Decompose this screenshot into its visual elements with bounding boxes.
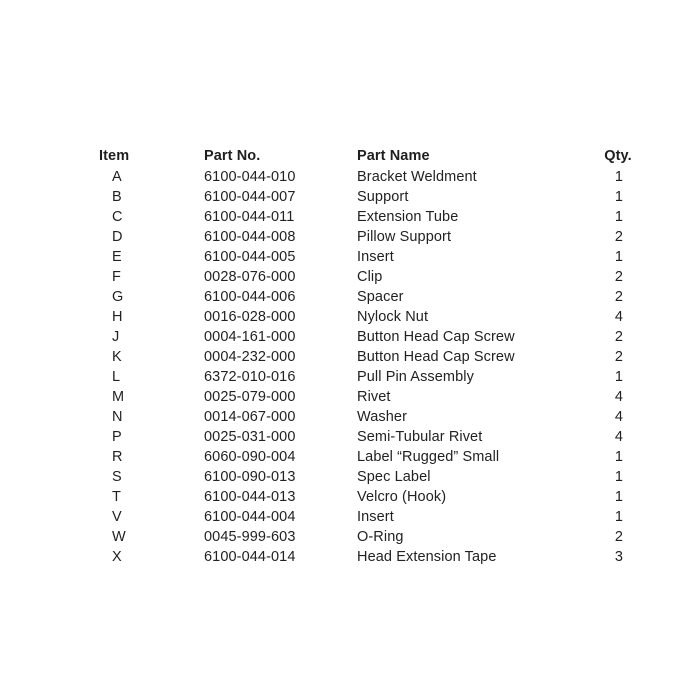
item-letter-cell: T: [112, 489, 121, 505]
part-number-cell: 0004-232-000: [204, 349, 296, 365]
part-name-cell: O-Ring: [357, 529, 404, 545]
column-header-part-name: Part Name: [357, 148, 430, 164]
part-name-cell: Insert: [357, 249, 394, 265]
item-letter-cell: W: [112, 529, 126, 545]
table-row: [92, 207, 644, 227]
parts-table-header: [92, 145, 644, 167]
table-row: [92, 527, 644, 547]
table-row: [92, 547, 644, 567]
part-name-cell: Head Extension Tape: [357, 549, 497, 565]
quantity-cell: 1: [614, 489, 624, 505]
part-number-cell: 6100-044-011: [204, 209, 295, 225]
item-letter-cell: V: [112, 509, 122, 525]
item-letter-cell: M: [112, 389, 125, 405]
part-number-cell: 0016-028-000: [204, 309, 296, 325]
quantity-cell: 2: [614, 349, 624, 365]
quantity-cell: 1: [614, 209, 624, 225]
table-row: [92, 407, 644, 427]
part-name-cell: Button Head Cap Screw: [357, 349, 515, 365]
column-header-qty: Qty.: [604, 148, 632, 164]
part-name-cell: Extension Tube: [357, 209, 459, 225]
quantity-cell: 2: [614, 289, 624, 305]
part-number-cell: 0004-161-000: [204, 329, 296, 345]
item-letter-cell: G: [112, 289, 124, 305]
quantity-cell: 1: [614, 509, 624, 525]
part-number-cell: 6100-044-004: [204, 509, 296, 525]
part-name-cell: Rivet: [357, 389, 391, 405]
quantity-cell: 4: [614, 309, 624, 325]
part-name-cell: Spacer: [357, 289, 404, 305]
part-number-cell: 6372-010-016: [204, 369, 296, 385]
column-header-part-no: Part No.: [204, 148, 261, 164]
quantity-cell: 4: [614, 409, 624, 425]
item-letter-cell: A: [112, 169, 122, 185]
header-row: [92, 145, 644, 167]
part-name-cell: Clip: [357, 269, 383, 285]
part-name-cell: Velcro (Hook): [357, 489, 447, 505]
table-row: [92, 487, 644, 507]
quantity-cell: 1: [614, 449, 624, 465]
part-number-cell: 6100-044-008: [204, 229, 296, 245]
table-row: [92, 347, 644, 367]
quantity-cell: 1: [614, 469, 624, 485]
quantity-cell: 1: [614, 169, 624, 185]
table-row: [92, 387, 644, 407]
part-name-cell: Label “Rugged” Small: [357, 449, 500, 465]
table-row: [92, 307, 644, 327]
part-name-cell: Washer: [357, 409, 408, 425]
part-name-cell: Pillow Support: [357, 229, 452, 245]
item-letter-cell: C: [112, 209, 123, 225]
quantity-cell: 2: [614, 529, 624, 545]
item-letter-cell: F: [112, 269, 121, 285]
part-name-cell: Insert: [357, 509, 394, 525]
item-letter-cell: B: [112, 189, 122, 205]
part-number-cell: 0028-076-000: [204, 269, 296, 285]
parts-list-table: [92, 145, 644, 567]
part-name-cell: Spec Label: [357, 469, 431, 485]
quantity-cell: 1: [614, 369, 624, 385]
item-letter-cell: P: [112, 429, 122, 445]
item-letter-cell: L: [112, 369, 121, 385]
table-row: [92, 187, 644, 207]
part-number-cell: 6100-044-005: [204, 249, 296, 265]
parts-table-body: [92, 167, 644, 567]
part-number-cell: 6100-044-014: [204, 549, 296, 565]
item-letter-cell: J: [112, 329, 120, 345]
part-number-cell: 6060-090-004: [204, 449, 296, 465]
quantity-cell: 2: [614, 229, 624, 245]
part-number-cell: 0025-079-000: [204, 389, 296, 405]
table-row: [92, 447, 644, 467]
part-name-cell: Pull Pin Assembly: [357, 369, 474, 385]
part-name-cell: Bracket Weldment: [357, 169, 477, 185]
table-row: [92, 167, 644, 187]
part-number-cell: 6100-044-010: [204, 169, 296, 185]
item-letter-cell: X: [112, 549, 122, 565]
table-row: [92, 227, 644, 247]
quantity-cell: 4: [614, 429, 624, 445]
item-letter-cell: R: [112, 449, 123, 465]
table-row: [92, 247, 644, 267]
quantity-cell: 2: [614, 329, 624, 345]
table-row: [92, 327, 644, 347]
part-name-cell: Semi-Tubular Rivet: [357, 429, 483, 445]
quantity-cell: 4: [614, 389, 624, 405]
table-row: [92, 507, 644, 527]
part-number-cell: 6100-044-013: [204, 489, 296, 505]
item-letter-cell: H: [112, 309, 123, 325]
part-name-cell: Nylock Nut: [357, 309, 429, 325]
item-letter-cell: N: [112, 409, 123, 425]
part-name-cell: Support: [357, 189, 409, 205]
quantity-cell: 1: [614, 189, 624, 205]
table-row: [92, 427, 644, 447]
table-row: [92, 287, 644, 307]
quantity-cell: 2: [614, 269, 624, 285]
item-letter-cell: K: [112, 349, 122, 365]
quantity-cell: 3: [614, 549, 624, 565]
part-number-cell: 0014-067-000: [204, 409, 296, 425]
item-letter-cell: D: [112, 229, 123, 245]
part-number-cell: 6100-044-006: [204, 289, 296, 305]
part-number-cell: 0025-031-000: [204, 429, 296, 445]
item-letter-cell: E: [112, 249, 122, 265]
part-number-cell: 6100-044-007: [204, 189, 296, 205]
table-row: [92, 367, 644, 387]
quantity-cell: 1: [614, 249, 624, 265]
table-row: [92, 267, 644, 287]
part-number-cell: 0045-999-603: [204, 529, 296, 545]
column-header-item: Item: [99, 148, 130, 164]
table-row: [92, 467, 644, 487]
part-name-cell: Button Head Cap Screw: [357, 329, 515, 345]
part-number-cell: 6100-090-013: [204, 469, 296, 485]
item-letter-cell: S: [112, 469, 122, 485]
